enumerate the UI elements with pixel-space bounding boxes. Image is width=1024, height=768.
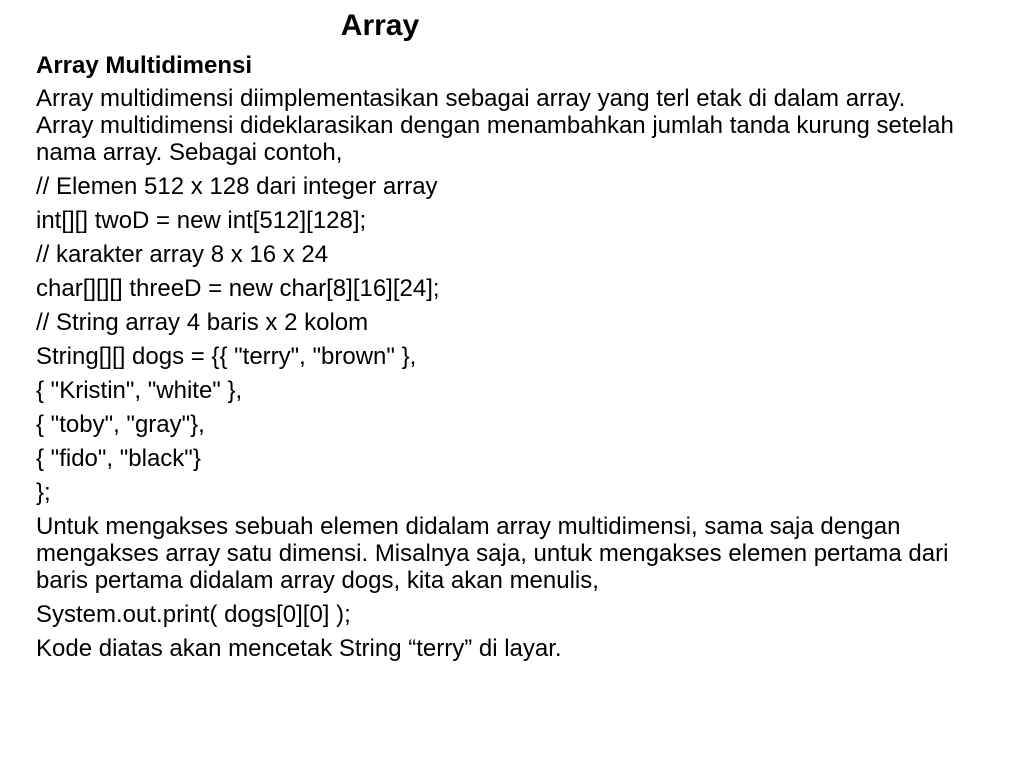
slide-content xyxy=(36,52,966,669)
slide-title: Array xyxy=(340,9,420,42)
code-line-2d: int[][] twoD = new int[512][128]; xyxy=(36,207,367,234)
code-line-print: System.out.print( dogs[0][0] ); xyxy=(36,601,351,628)
intro-paragraph: Array multidimensi diimplementasikan sebagai array yang terl etak di dalam array. Array multidimensi dideklarasikan dengan menambahkan jumlah tanda kurung setelah nama array. Sebagai contoh, xyxy=(36,85,954,166)
access-paragraph: Untuk mengakses sebuah elemen didalam array multidimensi, sama saja dengan mengakses array satu dimensi. Misalnya saja, untuk mengakses elemen pertama dari baris pertama didalam array dogs, kita akan menulis, xyxy=(36,513,949,594)
code-line-dogs-toby: { "toby", "gray"}, xyxy=(36,411,205,438)
code-comment-string-array: // String array 4 baris x 2 kolom xyxy=(36,309,369,336)
code-line-dogs-end: }; xyxy=(36,479,51,506)
code-line-dogs-fido: { "fido", "black"} xyxy=(36,445,201,472)
code-line-3d: char[][][] threeD = new char[8][16][24]; xyxy=(36,275,440,302)
code-line-dogs-start: String[][] dogs = {{ "terry", "brown" }, xyxy=(36,343,417,370)
code-comment-2d: // Elemen 512 x 128 dari integer array xyxy=(36,173,438,200)
section-heading: Array Multidimensi xyxy=(36,52,253,79)
result-paragraph: Kode diatas akan mencetak String “terry” di layar. xyxy=(36,635,562,662)
code-comment-3d: // karakter array 8 x 16 x 24 xyxy=(36,241,329,268)
code-line-dogs-kristin: { "Kristin", "white" }, xyxy=(36,377,243,404)
